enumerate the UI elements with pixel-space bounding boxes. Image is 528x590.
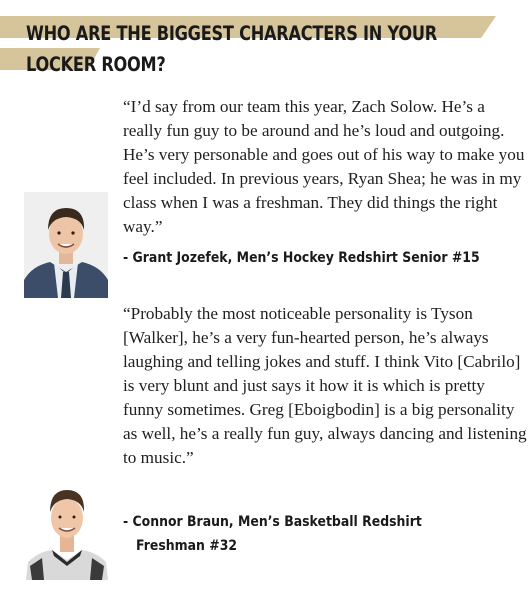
heading-banner xyxy=(0,8,528,76)
quote-attribution: - Connor Braun, Men’s Basketball Redshirt xyxy=(123,514,422,530)
quote-attribution: - Grant Jozefek, Men’s Hockey Redshirt Senior #15 xyxy=(123,250,480,266)
quote-text: “Probably the most noticeable personality is Tyson [Walker], he’s a very fun-hearted person, he’s always laughing and telling jokes and stuff. I think Vito [Cabrilo] is very blunt and just says it how it is which is pretty funny sometimes. Greg [Eboigbodin] is a big personality as well, he’s a really fun guy, always dancing and listening to music.” xyxy=(123,304,527,467)
section-heading: WHO ARE THE BIGGEST CHARACTERS IN YOUR LOCKER ROOM? xyxy=(26,22,437,76)
headshot-photo xyxy=(24,192,108,298)
quote-text: “I’d say from our team this year, Zach Solow. He’s a really fun guy to be around and he’s loud and outgoing. He’s very personable and goes out of his way to make you feel included. In previous years, Ryan Shea; he was in my class when I was a freshman. They did things the right way.” xyxy=(123,97,525,236)
headshot-photo xyxy=(26,476,108,580)
quote-attribution: Freshman #32 xyxy=(136,538,238,554)
